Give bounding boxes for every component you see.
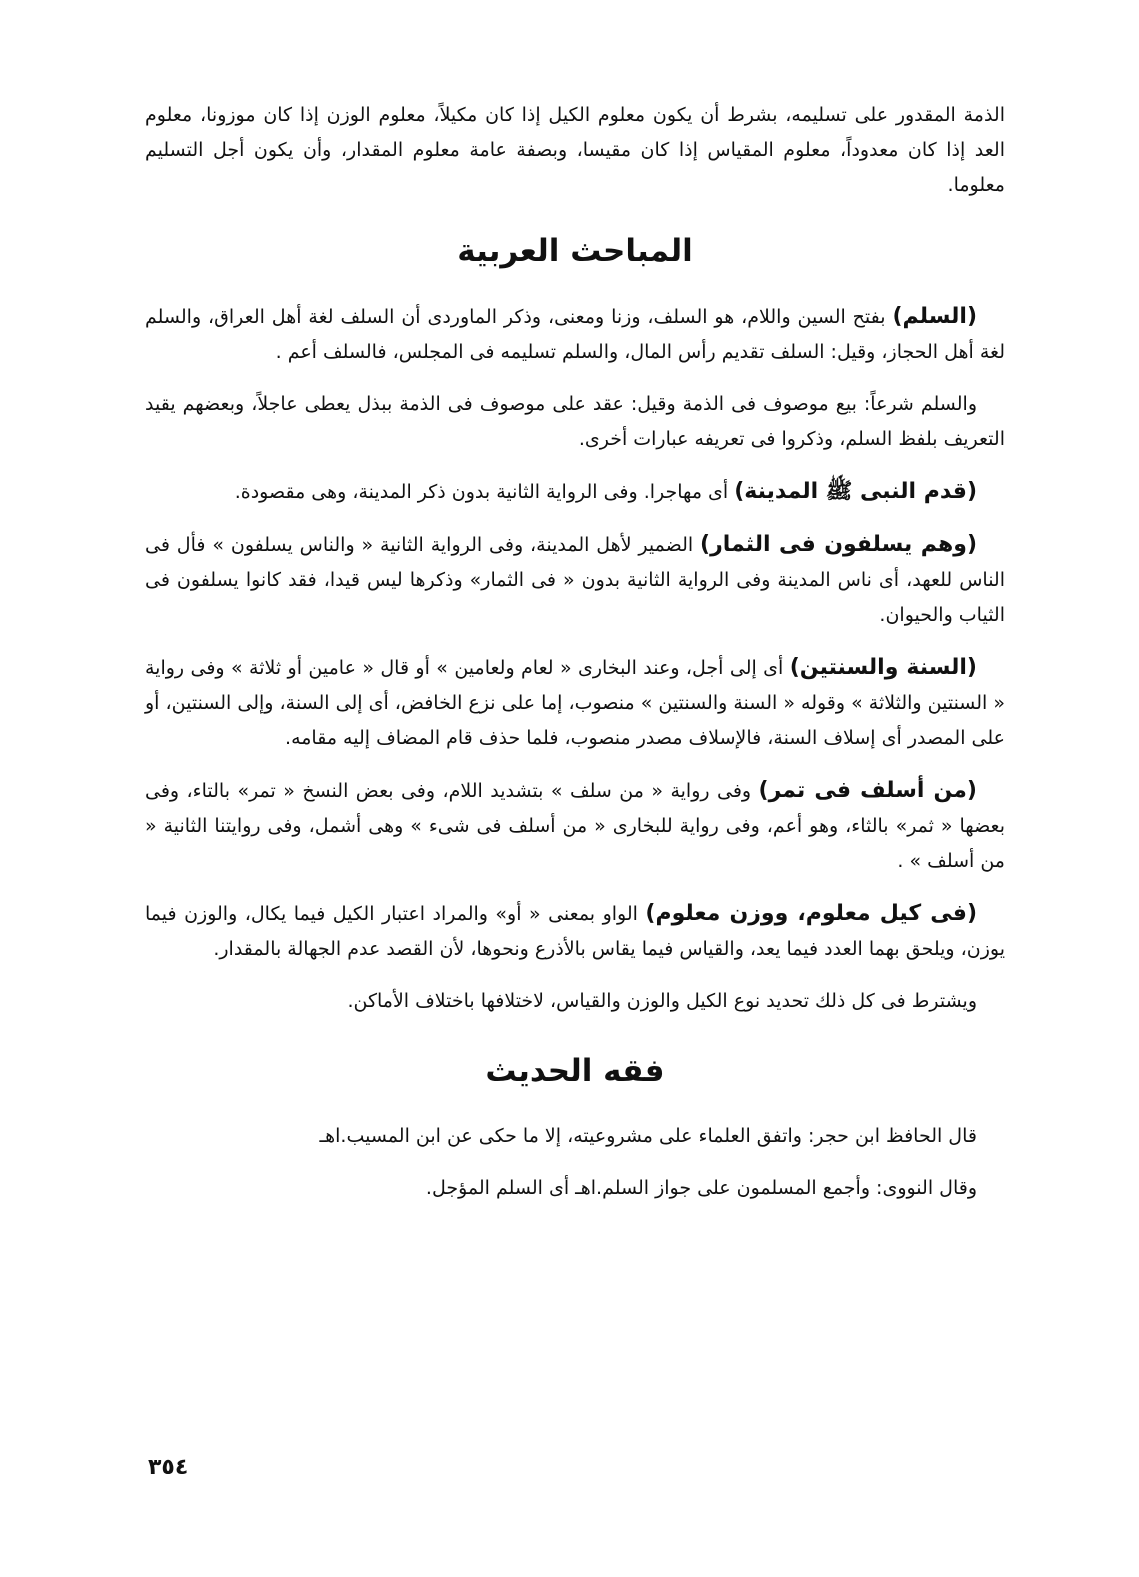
heading-arabic-studies: المباحث العربية (457, 233, 693, 269)
paragraph-text: أى إلى أجل، وعند البخارى « لعام ولعامين » أو قال « عامين أو ثلاثة » وفى رواية « السنتين والثلاثة » وقوله « السنة والسنتين » منصوب، إما على نزع الخافض، أى إلى السنة، وإلى السنتين، أو على المصدر أى إسلاف السنة، فالإسلاف مصدر منصوب، فلما حذف قام المضاف إليه مقامه. (145, 657, 1005, 749)
paragraph-text: والسلم شرعاً: بيع موصوف فى الذمة وقيل: عقد على موصوف فى الذمة ببذل يعطى عاجلاً، وبعضهم يقيد التعريف بلفظ السلم، وذكروا فى تعريفه عبارات أخرى. (145, 393, 1005, 450)
paragraph-yuslifun (145, 527, 1005, 633)
paragraph-text: ويشترط فى كل ذلك تحديد نوع الكيل والوزن والقياس، لاختلافها باختلاف الأماكن. (347, 990, 977, 1012)
term-yuslifun: (وهم يسلفون فى الثمار) (700, 532, 977, 557)
paragraph-qadima (145, 474, 1005, 510)
paragraph-kayl (145, 896, 1005, 967)
term-aslafa: (من أسلف فى تمر) (758, 778, 977, 803)
page-body (145, 98, 1005, 1206)
heading-fiqh-al-hadith: فقه الحديث (485, 1053, 665, 1089)
paragraph-yushtarat (145, 984, 1005, 1019)
paragraph-text: بفتح السين واللام، هو السلف، وزنا ومعنى، وذكر الماوردى أن السلف لغة أهل العراق، والسلم لغة أهل الحجاز، وقيل: السلف تقديم رأس المال، والسلم تسليمه فى المجلس، فالسلف أعم . (145, 306, 1005, 363)
intro-line: معلوم العد إذا كان معدوداً، معلوم المقياس إذا كان مقيسا، وبصفة عامة معلوم المقدار، وأن يكون (145, 104, 1005, 161)
paragraph-sana (145, 650, 1005, 756)
paragraph-salam-sharan (145, 387, 1005, 457)
term-kayl: (فى كيل معلوم، ووزن معلوم) (645, 901, 977, 926)
term-qadima: (قدم النبى ﷺ المدينة) (734, 479, 977, 504)
paragraph-text: أى مهاجرا. وفى الرواية الثانية بدون ذكر المدينة، وهى مقصودة. (234, 481, 735, 503)
term-sana: (السنة والسنتين) (789, 655, 977, 680)
paragraph-text: الواو بمعنى « أو» والمراد اعتبار الكيل فيما يكال، والوزن فيما يوزن، ويلحق بهما العدد فيما يعد، والقياس فيما يقاس بالأذرع ونحوها، لأن القصد عدم الجهالة بالمقدار. (145, 903, 1005, 960)
fiqh-line-nawawi: وقال النووى: وأجمع المسلمون على جواز السلم.اهـ أى السلم المؤجل. (425, 1177, 977, 1199)
fiqh-line-ibn-hajar: قال الحافظ ابن حجر: واتفق العلماء على مشروعيته، إلا ما حكى عن ابن المسيب.اهـ (319, 1125, 977, 1147)
page-number: ٣٥٤ (148, 1455, 189, 1480)
paragraph-text: الضمير لأهل المدينة، وفى الرواية الثانية « والناس يسلفون » فأل فى الناس للعهد، أى ناس المدينة وفى الرواية الثانية بدون « فى الثمار» وذكرها ليس قيدا، فقد كانوا يسلفون فى الثياب والحيوان. (145, 534, 1005, 626)
paragraph-salam (145, 299, 1005, 370)
intro-line: أجل التسليم معلوما. (145, 139, 1005, 196)
term-salam: (السلم) (892, 304, 977, 329)
paragraph-text: وفى رواية « من سلف » بتشديد اللام، وفى بعض النسخ « تمر» بالتاء، وفى بعضها « ثمر» بالثاء، وهو أعم، وفى رواية للبخارى « من أسلف فى شىء » وهى أشمل، وفى روايتنا الثانية « من أسلف » . (145, 780, 1005, 872)
paragraph-aslafa (145, 773, 1005, 879)
intro-line: الذمة المقدور على تسليمه، بشرط أن يكون معلوم الكيل إذا كان مكيلاً، معلوم الوزن إذا كان موزونا، (192, 104, 1005, 126)
intro-paragraph (145, 98, 1005, 203)
